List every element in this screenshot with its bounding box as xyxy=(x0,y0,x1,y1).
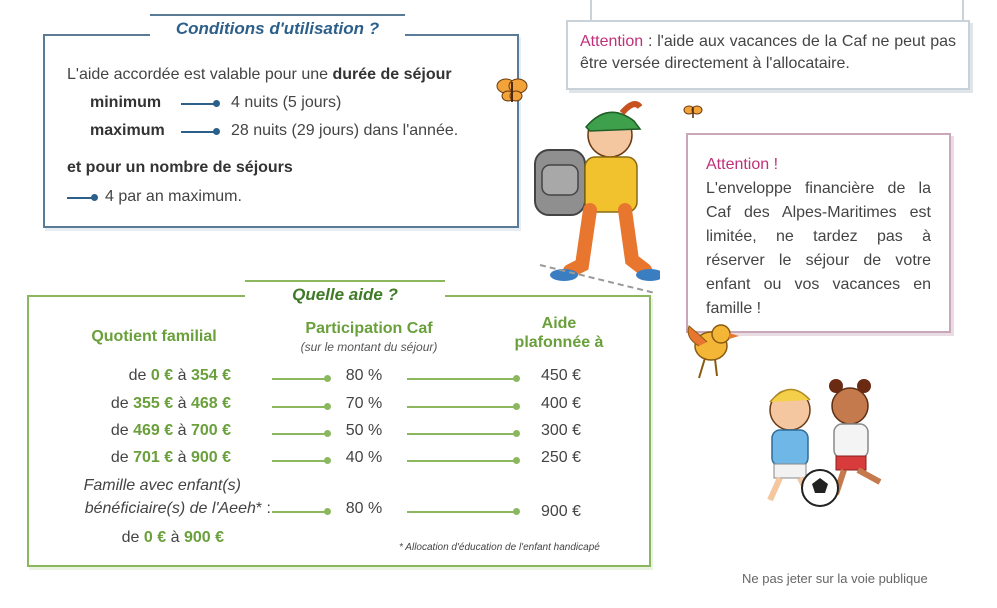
table-row-4-range: de 701 € à 900 € xyxy=(110,449,231,466)
table-row-2-range: de 355 € à 468 € xyxy=(110,395,231,412)
small-butterfly-icon xyxy=(682,103,704,121)
count-label: et pour un nombre de séjours xyxy=(67,159,293,176)
col-participation-label: Participation Caf xyxy=(305,320,433,337)
row-1-line-b xyxy=(407,378,517,380)
conditions-box xyxy=(43,34,519,228)
table-row-4-max: 250 € xyxy=(541,449,582,466)
attention-box-2 xyxy=(686,133,951,333)
min-value: 4 nuits (5 jours) xyxy=(231,94,342,111)
intro-bold: durée de séjour xyxy=(332,66,452,83)
special-line-a xyxy=(272,511,328,513)
table-row-4-pct: 40 % xyxy=(345,449,383,466)
min-label: minimum xyxy=(90,94,162,111)
count-value: 4 par an maximum. xyxy=(105,188,242,205)
count-arrow xyxy=(67,197,95,199)
special-line2: bénéficiaire(s) de l'Aeeh* : xyxy=(84,500,271,517)
table-row-1-max: 450 € xyxy=(541,367,582,384)
special-line-b xyxy=(407,511,517,513)
attention2-label: Attention ! xyxy=(706,156,779,173)
top-box-edge xyxy=(590,0,964,22)
col-participation xyxy=(269,319,469,357)
footnote: * Allocation d'éducation de l'enfant handicapé xyxy=(399,542,600,553)
max-value: 28 nuits (29 jours) dans l'année. xyxy=(231,122,459,139)
col-aide-line2: plafonnée à xyxy=(514,334,604,351)
children-football-illustration xyxy=(740,370,910,520)
row-2-line-b xyxy=(407,406,517,408)
duration-intro xyxy=(67,66,452,84)
attention2-text: L'enveloppe financière de la Caf des Alpes-Maritimes est limitée, ne tardez pas à réserver le séjour de votre enfant ou vos vacances en famille ! xyxy=(706,180,931,317)
footer-note: Ne pas jeter sur la voie publique xyxy=(742,571,928,586)
table-row-2-pct: 70 % xyxy=(345,395,383,412)
table-row-1-range: de 0 € à 354 € xyxy=(128,367,231,384)
row-2-line-a xyxy=(272,406,328,408)
table-row-1-pct: 80 % xyxy=(345,367,383,384)
row-4-line-b xyxy=(407,460,517,462)
special-range: de 0 € à 900 € xyxy=(121,529,224,546)
table-row-3-pct: 50 % xyxy=(345,422,383,439)
attention1-label: Attention xyxy=(580,33,644,50)
table-row-2-max: 400 € xyxy=(541,395,582,412)
row-1-line-a xyxy=(272,378,328,380)
aide-title: Quelle aide ? xyxy=(245,280,445,308)
max-label: maximum xyxy=(90,122,165,139)
aide-box xyxy=(27,295,651,567)
butterfly-icon xyxy=(492,74,532,110)
attention-box-1 xyxy=(566,20,970,90)
table-row-3-range: de 469 € à 700 € xyxy=(110,422,231,439)
max-arrow xyxy=(181,131,217,133)
hiker-child-illustration xyxy=(530,95,660,295)
row-4-line-a xyxy=(272,460,328,462)
special-pct: 80 % xyxy=(345,500,383,517)
col-participation-sub: (sur le montant du séjour) xyxy=(300,340,438,354)
bird-illustration xyxy=(683,318,743,384)
col-aide xyxy=(484,314,634,352)
intro-text: L'aide accordée est valable pour une xyxy=(67,66,333,83)
row-3-line-b xyxy=(407,433,517,435)
row-3-line-a xyxy=(272,433,328,435)
min-arrow xyxy=(181,103,217,105)
col-aide-line1: Aide xyxy=(541,315,577,332)
special-max: 900 € xyxy=(541,503,582,520)
special-line1: Famille avec enfant(s) xyxy=(83,477,241,494)
table-row-3-max: 300 € xyxy=(541,422,582,439)
conditions-title: Conditions d'utilisation ? xyxy=(150,14,405,42)
attention1-text: : l'aide aux vacances de la Caf ne peut pas être versée directement à l'allocataire. xyxy=(580,33,956,72)
col-quotient: Quotient familial xyxy=(91,328,217,345)
